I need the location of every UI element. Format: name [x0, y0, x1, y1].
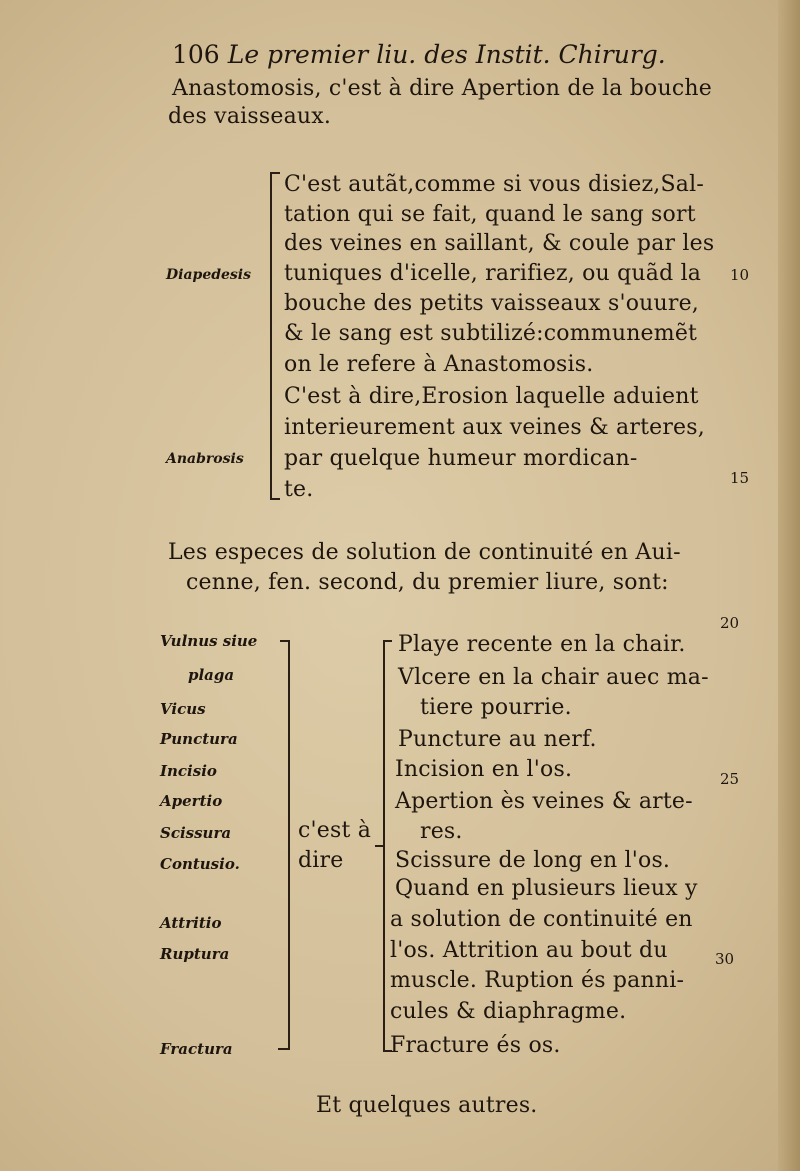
connector-line-1: c'est à	[298, 818, 372, 843]
intro-line-1: Anastomosis, c'est à dire Apertion de la bouche	[172, 76, 712, 101]
terms-line-1: C'est autãt,comme si vous disiez,Sal-	[284, 172, 704, 197]
line-number-10: 10	[730, 266, 750, 284]
terms-line-6: & le sang est subtilizé:communemẽt	[284, 321, 698, 346]
latin-term-ruptura: Ruptura	[160, 945, 230, 963]
definition-10: a solution de continuité en	[390, 907, 693, 932]
latin-term-scissura: Scissura	[160, 824, 232, 842]
closing-line: Et quelques autres.	[316, 1093, 538, 1118]
running-header	[172, 40, 666, 69]
latin-brace-top	[280, 640, 290, 642]
latin-term-vicus: Vicus	[160, 700, 206, 718]
latin-term-contusio: Contusio.	[160, 855, 240, 873]
definition-8: Scissure de long en l'os.	[395, 848, 671, 873]
definition-12: muscle. Ruption és panni-	[390, 968, 685, 993]
terms-line-9: interieurement aux veines & arteres,	[284, 415, 705, 440]
latin-term-attritio: Attritio	[160, 914, 222, 932]
running-title: Le premier liu. des Instit. Chirurg.	[227, 40, 666, 69]
definition-4: Puncture au nerf.	[398, 727, 597, 752]
definition-2: Vlcere en la chair auec ma-	[398, 665, 709, 690]
terms-line-7: on le refere à Anastomosis.	[284, 352, 594, 377]
terms-brace-top	[270, 172, 280, 174]
latin-term-punctura: Punctura	[160, 730, 238, 748]
line-number-25: 25	[720, 770, 740, 788]
terms-line-8: C'est à dire,Erosion laquelle aduient	[284, 384, 699, 409]
terms-brace	[270, 172, 272, 500]
definition-11: l'os. Attrition au bout du	[390, 938, 668, 963]
terms-line-11: te.	[284, 477, 314, 502]
definition-14: Fracture és os.	[390, 1033, 561, 1058]
definition-6: Apertion ès veines & arte-	[395, 789, 693, 814]
terms-brace-bottom	[270, 498, 280, 500]
latin-term-apertio: Apertio	[160, 792, 223, 810]
line-number-20: 20	[720, 614, 740, 632]
definition-1: Playe recente en la chair.	[398, 632, 686, 657]
species-intro-line-2: cenne, fen. second, du premier liure, sont:	[186, 570, 669, 595]
definition-5: Incision en l'os.	[395, 757, 573, 782]
latin-term-plaga: plaga	[188, 666, 235, 684]
page-number: 106	[172, 40, 220, 69]
definitions-brace-top	[383, 640, 392, 642]
margin-term-diapedesis: Diapedesis	[166, 267, 252, 283]
line-number-30: 30	[715, 950, 735, 968]
page-gutter	[778, 0, 800, 1171]
latin-term-vulnus: Vulnus siue	[160, 632, 258, 650]
species-intro-line-1: Les especes de solution de continuité en Aui-	[168, 540, 681, 565]
latin-brace-bottom	[278, 1048, 290, 1050]
latin-brace	[288, 640, 290, 1050]
connector-line-2: dire	[298, 848, 344, 873]
definitions-brace-point	[375, 845, 384, 847]
latin-term-incisio: Incisio	[160, 762, 217, 780]
margin-term-anabrosis: Anabrosis	[166, 451, 244, 467]
latin-term-fractura: Fractura	[160, 1040, 233, 1058]
definition-7: res.	[420, 819, 463, 844]
terms-line-5: bouche des petits vaisseaux s'ouure,	[284, 291, 700, 316]
terms-line-10: par quelque humeur mordican-	[284, 446, 638, 471]
terms-line-4: tuniques d'icelle, rarifiez, ou quãd la	[284, 261, 702, 286]
definition-9: Quand en plusieurs lieux y	[395, 876, 698, 901]
definition-3: tiere pourrie.	[420, 695, 572, 720]
line-number-15: 15	[730, 469, 750, 487]
terms-line-3: des veines en saillant, & coule par les	[284, 231, 715, 256]
definition-13: cules & diaphragme.	[390, 999, 627, 1024]
terms-line-2: tation qui se fait, quand le sang sort	[284, 202, 696, 227]
intro-line-2: des vaisseaux.	[168, 104, 332, 129]
